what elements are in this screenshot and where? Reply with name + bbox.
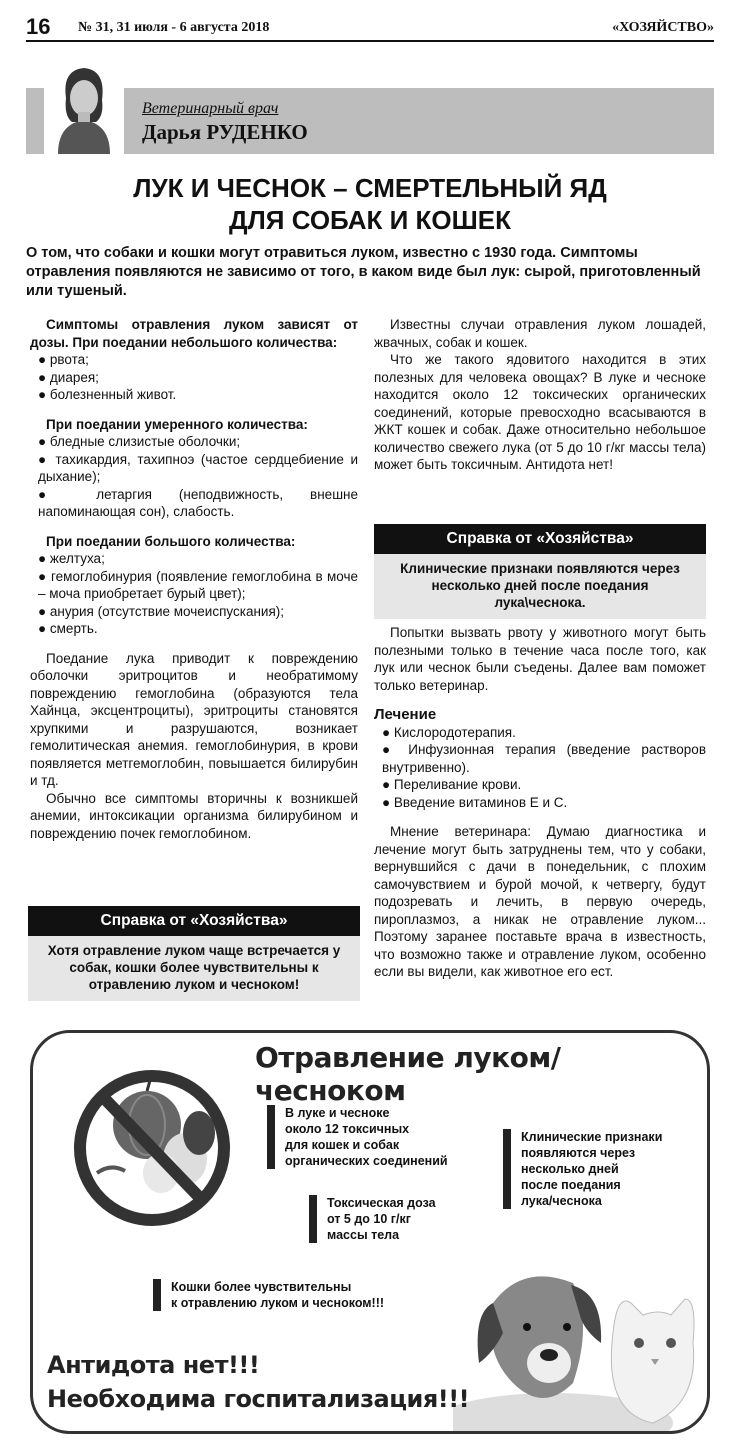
moderate-heading: При поедании умеренного количества: <box>46 416 308 432</box>
box-header: Справка от «Хозяйства» <box>374 524 706 554</box>
title-line-2: ДЛЯ СОБАК И КОШЕК <box>229 205 511 235</box>
page-header <box>26 16 714 42</box>
right-column-continued <box>374 624 706 981</box>
author-photo <box>44 60 124 154</box>
paragraph: Поедание лука приводит к повреждению оболочки эритроцитов и необратимому повреждению гемоглобина (образуются тела Хайнца, эксцентроциты), эритроциты становятся хрупкими и разрушаются, возникает гемолитическая анемия. гемоглобинурия, в крови появляется метгемоглобин, повышается билирубин и тд. <box>30 650 358 788</box>
fact-line: от 5 до 10 г/кг <box>327 1212 411 1226</box>
author-name: Дарья РУДЕНКО <box>142 120 308 144</box>
fact-line: появляются через <box>521 1146 636 1160</box>
article-title <box>26 172 714 236</box>
issue-info: № 31, 31 июля - 6 августа 2018 <box>78 20 270 35</box>
newspaper-name: «ХОЗЯЙСТВО» <box>612 20 714 35</box>
fact-line: массы тела <box>327 1228 400 1242</box>
list-item: ● Переливание крови. <box>382 777 522 792</box>
fact-toxic-dose <box>309 1195 436 1243</box>
treatment-heading: Лечение <box>374 706 437 723</box>
list-item: ● Введение витаминов Е и С. <box>382 794 568 810</box>
fact-toxic-compounds <box>267 1105 448 1169</box>
list-item: ● бледные слизистые оболочки; <box>38 434 241 449</box>
fact-cats-sensitive <box>153 1279 384 1311</box>
info-box-left <box>28 906 360 1001</box>
infographic-title: Отравление луком/чесноком <box>255 1041 561 1107</box>
fact-line: В луке и чесноке <box>285 1106 390 1120</box>
fact-line: лука/чеснока <box>521 1194 602 1208</box>
list-item: ● Инфузионная терапия (введение растворов внутривенно). <box>382 742 706 775</box>
paragraph: Обычно все симптомы вторичны к возникшей анемии, интоксикации организма билирубином и повреждению почек гемоглобином. <box>30 790 358 841</box>
title-line-1: ЛУК И ЧЕСНОК – СМЕРТЕЛЬНЫЙ ЯД <box>133 173 607 203</box>
paragraph: Попытки вызвать рвоту у животного могут быть полезными только в течение часа после того, как лук или чеснок были съедены. Далее вам поможет только ветеринар. <box>374 625 706 693</box>
info-box-right <box>374 524 706 619</box>
fact-line: органических соединений <box>285 1154 448 1168</box>
left-column <box>30 316 358 842</box>
author-banner <box>26 88 714 154</box>
list-item: ● анурия (отсутствие мочеиспускания); <box>38 603 284 619</box>
fact-line: после поедания <box>521 1178 621 1192</box>
no-onion-garlic-icon <box>67 1063 237 1233</box>
list-item: ● тахикардия, тахипноэ (частое сердцебиение и дыхание); <box>38 451 358 484</box>
dog-and-cat-image <box>453 1233 710 1434</box>
list-item: ● рвота; <box>38 352 89 367</box>
fact-line: к отравлению луком и чесноком!!! <box>171 1296 385 1310</box>
symptoms-heading: Симптомы отравления луком зависят от дозы. При поедании небольшого количества: <box>30 317 358 350</box>
paragraph: Известны случаи отравления луком лошадей, жвачных, собак и кошек. <box>374 317 706 350</box>
list-item: ● гемоглобинурия (появление гемоглобина в моче – моча приобретает бурый цвет); <box>38 568 358 601</box>
right-column <box>374 316 706 474</box>
large-heading: При поедании большого количества: <box>46 533 296 549</box>
box-body: Хотя отравление луком чаще встречается у собак, кошки более чувствительны к отравлению луком и чесноком! <box>28 936 360 1001</box>
slogan-hospitalization: Необходима госпитализация!!! <box>47 1385 470 1413</box>
fact-line: Клинические признаки <box>521 1130 663 1144</box>
list-item: ● Кислородотерапия. <box>382 724 516 740</box>
fact-line: для кошек и собак <box>285 1138 400 1152</box>
author-role: Ветеринарный врач <box>142 100 279 117</box>
paragraph: Что же такого ядовитого находится в этих полезных для человека овощах? В луке и чесноке находится около 12 токсических органических соединений, которые превосходно всасываются в ЖКТ кошек и собак. Даже относительно небольшое количество свежего лука (от 5 до 10 г/кг массы тела) может быть токсичным. Антидота нет! <box>374 352 706 472</box>
fact-clinical-signs <box>503 1129 662 1209</box>
fact-line: около 12 токсичных <box>285 1122 410 1136</box>
infographic <box>30 1030 710 1434</box>
box-header: Справка от «Хозяйства» <box>28 906 360 936</box>
list-item: ● болезненный живот. <box>38 387 177 402</box>
fact-line: Токсическая доза <box>327 1196 436 1210</box>
list-item: ● желтуха; <box>38 551 105 566</box>
page-number: 16 <box>26 14 51 39</box>
fact-line: несколько дней <box>521 1162 619 1176</box>
list-item: ● летаргия (неподвижность, внешне напоминающая сон), слабость. <box>38 486 358 519</box>
list-item: ● диарея; <box>38 369 99 385</box>
fact-line: Кошки более чувствительны <box>171 1280 352 1294</box>
box-body: Клинические признаки появляются через несколько дней после поедания лука\чеснока. <box>374 554 706 619</box>
slogan-no-antidote: Антидота нет!!! <box>47 1351 260 1379</box>
paragraph: Мнение ветеринара: Думаю диагностика и лечение могут быть затруднены тем, что у собаки, вернувшийся с дачи в понедельник, с плохим самочувствием и бурой мочой, к четвергу, будут подозревать и лечить, в первую очередь, пироплазмоз, а никак не отравление луком... Поэтому заранее поставьте врача в известность, что возможно также и отравление луком, особенно если вы видели, как животное его ест. <box>374 824 706 979</box>
list-item: ● смерть. <box>38 621 98 636</box>
article-lead: О том, что собаки и кошки могут отравиться луком, известно с 1930 года. Симптомы отравления появляются не зависимо от того, в каком виде был лук: сырой, приготовленный или тушеный. <box>26 245 701 299</box>
